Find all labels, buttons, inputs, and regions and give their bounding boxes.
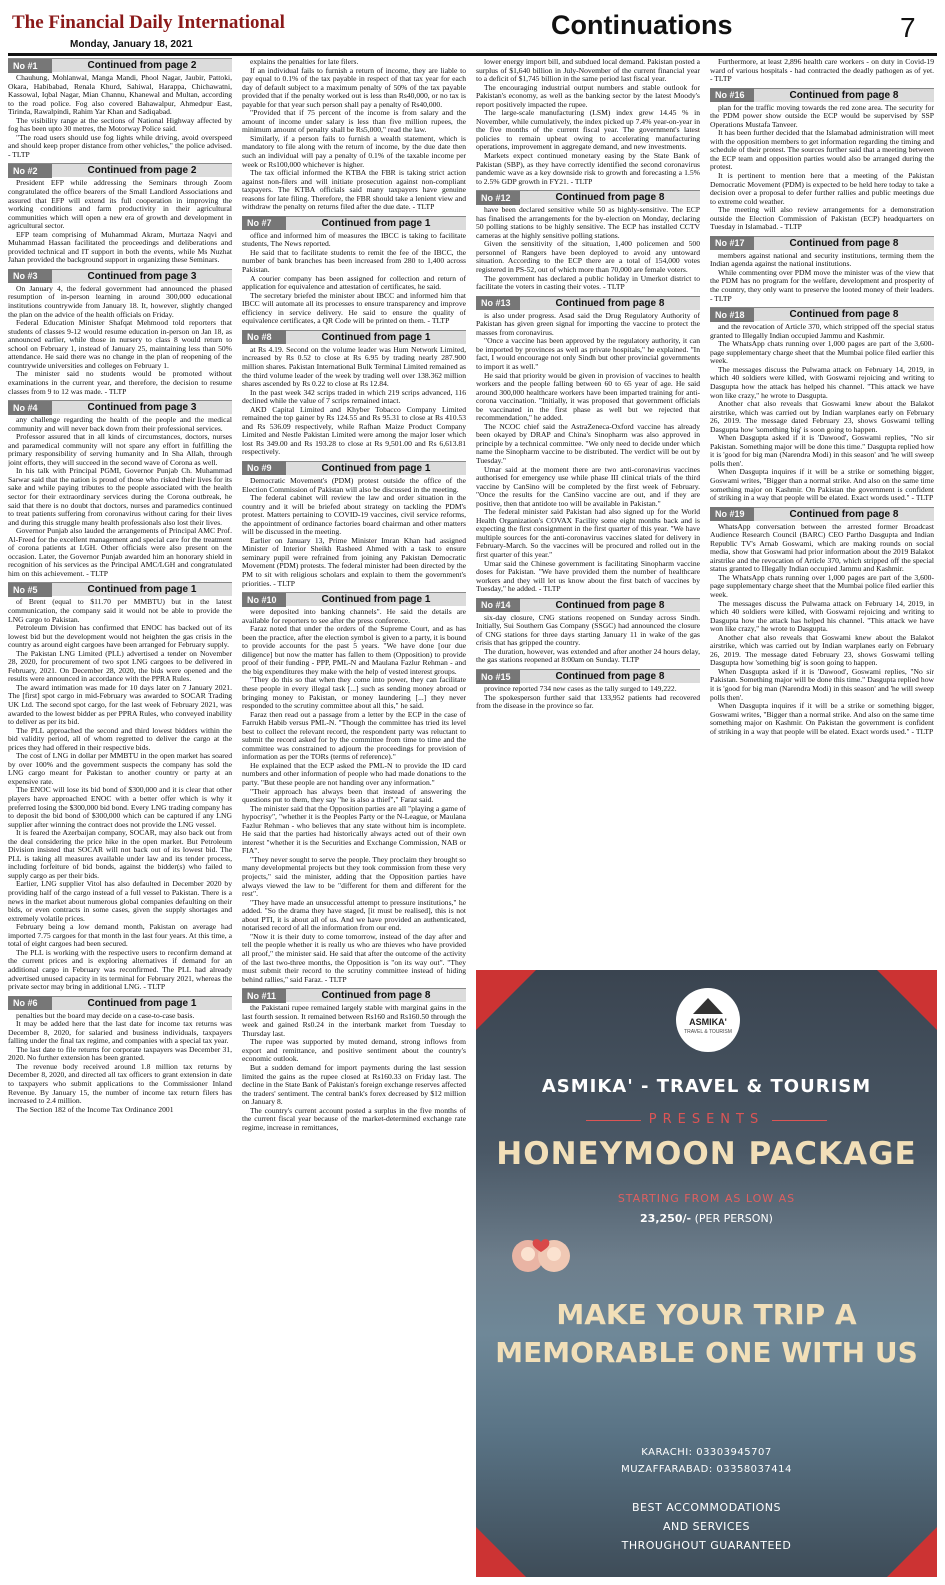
article-header [476,669,700,683]
paragraph: The WhatsApp chats running over 1,000 pages are part of the 3,600-page supplementary charge sheet that the Mumbai police filed earlier this week. [710,572,934,599]
article-body [242,58,466,212]
ad-presents: PRESENTS [648,1112,765,1127]
paragraph: The PLL approached the second and third lowest bidders within the bid validity period, all of whom regretted to deliver the cargo at the prices they had offered in their respective bids. [8,725,232,752]
paragraph: Earlier, LNG supplier Vitol has also defaulted in December 2020 by providing half of the cargo instead of a full vessel to Pakistan. There is a news in the market about numerous global companies defaulting on their bids, or even contracts in some cases, given the supply shortages and extremely volatile prices. [8,879,232,923]
couple-hearts-icon [506,1234,576,1278]
article-body [242,1004,466,1132]
article [710,507,934,737]
paragraph: It has been further decided that the Islamabad administration will meet with the opposition members to get information regarding the timing and schedule of their protest. The sources further said that a meeting between the ECP team and opposition parties would also be arranged during the protest. [710,128,934,172]
article-body [710,523,934,737]
paragraph: On January 4, the federal government had announced the phased resumption of in-person learning in around 300,000 educational institutions countrywide from January 18. It, however, slightly changed the plan on the advice of the health officials on Friday. [8,283,232,319]
issue-date: Monday, January 18, 2021 [70,39,193,50]
paragraph: The rupee was supported by muted demand, strong inflows from export and remittance, and positive sentiment about the country's economic outlook. [242,1037,466,1064]
continued-from-label: Continued from page 8 [789,89,899,101]
article [242,58,466,212]
ad-price-line [476,1212,937,1225]
paragraph: The last date to file returns for corporate taxpayers was December 31, 2020. No further extension has been granted. [8,1044,232,1063]
article-header [476,190,700,204]
ad-logo-tagline: TRAVEL & TOURISM [684,1029,732,1035]
paragraph: The visibility range at the sections of National Highway affected by fog has been upto 30 metres, the Motorway Police said. [8,115,232,134]
article-header [710,88,934,102]
page-number: 7 [900,12,916,43]
paragraph: In his talk with Principal PGMI, Governor Punjab Ch. Muhammad Sarwar said that the nation is proud of those who risked their lives for its sake and while paying tributes to the people associated with the health sector for their extraordinary services during the Corona outbreak, he said that there is no doubt that doctors, nurses and paramedics continued to treat patients suffering from coronavirus without caring for their lives and during this struggle many health professionals also lost their lives. [8,466,232,527]
paragraph: The secretary briefed the minister about IBCC and informed him that IBCC will automate all its processes to ensure transparency and improve efficiency in service delivery. He said to ensure the quality of equivalence certificates, a QR Code will be printed on them. - TLTP [242,290,466,326]
mountain-icon [693,998,723,1014]
paragraph: have been declared sensitive while 50 as highly-sensitive. The ECP has finalised the arrangements for the by-election on Monday, declaring 50 polling stations to be highly sensitive. The ECP has installed CCTV cameras at the highly sensitive polling stations. [476,205,700,240]
paragraph: Faraz then read out a passage from a letter by the ECP in the case of Farrukh Habib versus PML-N. "Though the committee has tried its level best to collect the relevant record, the respondent party was reluctant to submit the record asked for by the committee from time to time and the committee was constrained to adjourn the proceedings for provision of information as per the TORs (terms of reference)." [242,709,466,762]
ad-logo [676,988,740,1052]
paragraph: Earlier on January 13, Prime Minister Imran Khan had assigned Minister of Interior Sheikh Rasheed Ahmed with a task to ensure seminary pupil were refrained from joining any Pakistan Democratic Movement (PDM) protests. The federal minister had been directed by the PM to sit with religious scholars and explain to them the government's priorities. - TLTP [242,535,466,588]
article-header [8,163,232,177]
article-body [8,598,232,991]
continued-from-label: Continued from page 3 [87,270,197,282]
paragraph: "Once a vaccine has been approved by the regulatory authority, it can be imported by provinces as well as private hospitals," he explained. "In fact, I would encourage not only Sindh but other provincial governments to import it as well." [476,336,700,371]
paragraph: Petroleum Division has confirmed that ENOC has backed out of its lowest bid but the development would not heighten the gas crisis in the country as around eight cargoes have been arranged for February supply. [8,623,232,650]
article-body [8,285,232,396]
paragraph: penalties but the board may decide on a case-to-case basis. [16,1010,195,1020]
ad-slogan-line-1: MAKE YOUR TRIP A [556,1298,857,1331]
paragraph: the Pakistani rupee remained largely stable with marginal gains in the last fourth session. It remained between Rs160 and Rs160.50 through the week and gained Rs0.24 in the interbank market from Tuesday to Thursday last. [242,1003,466,1038]
continued-from-label: Continued from page 8 [555,297,665,309]
paragraph: A courier company has been assigned for collection and return of application for equivalence and attestation of certificates, he said. [242,273,466,292]
article-number: No #12 [476,191,520,205]
paragraph: The revenue body received around 1.8 million tax returns by December 8, 2020, and directed all tax officers to grant extension in date to taxpayers who submit applications to the Commissioner Inland Revenue. By January 15, the number of income tax return filers has increased to 2.4 million. [8,1061,232,1106]
article [476,296,700,594]
paragraph: is also under progress. Asad said the Drug Regulatory Authority of Pakistan has given green signal for importing the vaccine to protect the masses from coronavirus. [476,310,700,337]
ad-package-name: HONEYMOON PACKAGE [496,1136,917,1172]
paragraph: The minister said that the Opposition parties are all "playing a game of hypocrisy", "whether it is the Peoples Party or the N-League, or Maulana Fazlur Rehman - who believes that any state without him is incomplete. He said that the parties had historically always acted out of their own interest "whether it is the Securities and Exchange Commission, NAB or FIA". [242,803,466,856]
article-header [8,58,232,72]
paragraph: Another chat also reveals that Goswami knew about the Balakot airstrike, which was carried out by Indian warplanes early on February 26, 2019. The message dated February 23, shows Goswami telling Dasgupta how 'something big' is soon going to happen. [710,399,934,434]
article-header [8,996,232,1010]
paragraph: "They do this so that when they come into power, they can facilitate these people in every illegal task [...] such as sending money abroad or bringing money to Pakistan, or money laundering [...] they never responded to the scrutiny committee about all this," he said. [242,675,466,711]
paragraph: The meeting will also review arrangements for a demonstration outside the Election Commission of Pakistan (ECP) headquarters on Tuesday in Islamabad. - TLTP [710,205,934,232]
paragraph: "Now it is their duty to come tomorrow, instead of the day after and tell the people whether it is really us who are thieves who have provided all proof," the minister said. He said that after the outcome of the activity of the last two-three months, the Opposition is "on its way out". "They must submit their record to the scrutiny committee instead of hiding behind rallies," said Faraz. - TLTP [242,931,466,984]
paragraph: Faraz noted that under the orders of the Supreme Court, and as has been the practice, after the election symbol is given to a party, it is bound to provide accounts for the past 5 years. "We have done [our due diligence] but now the matter has fallen to them (Opposition) to provide proof of their funding - PPP, PML-N and Maulana Fazlur Rehman - and the big expenditures they make with the help of vested interest groups. [242,624,466,676]
article-body [242,477,466,588]
ad-footer-line-1: BEST ACCOMMODATIONS [632,1501,781,1514]
paragraph: The Pakistan LNG Limited (PLL) advertised a tender on November 28, 2020, for procurement of two spot LNG cargoes to be delivered in February, 2021. On December 28, 2020, the bids were opened and the results were announced in accordance with the PPRA Rules. [8,648,232,684]
continued-from-label: Continued from page 3 [87,402,197,414]
ad-corner-decoration [476,970,536,1030]
ad-corner-decoration [877,970,937,1030]
paragraph: AKD Capital Limited and Khyber Tobacco Company Limited remained the top gainer by Rs 124.55 and Rs 95.31 to close at Rs 410.53 and Rs 536.09 respectively, while Rafhan Maize Product Company Limited and Nestle Pakistan Limited were among the major loser which lost Rs 349.00 and Rs 193.28 to close at Rs 9,501.00 and Rs 6,613.81 respectively. [242,404,466,457]
paragraph: any challenge regarding the health of the people and the medical community and will never back down from their professional services. [8,415,232,433]
paragraph: at Rs 4.19. Second on the volume leader was Hum Network Limited, increased by Rs 0.52 to close at Rs 6.95 by trading nearly 287.900 million shares. Pakistan International Bulk Terminal Limited remained as the third volume leader of the week by trading well over 138.362 million shares ascended by Rs 0.22 to close at Rs 12.84. [242,344,466,389]
article-header [8,269,232,283]
section-title: Continuations [551,10,733,40]
paragraph: Democratic Movement's (PDM) protest outside the office of the Election Commission of Pakistan will also be discussed in the meeting. [242,475,466,494]
paragraph: The cost of LNG in dollar per MMBTU in the open market has soared by over 100% and the government suspects the company has sold the LNG cargo meant for Pakistan to another country or party at an expensive rate. [8,751,232,786]
continued-from-label: Continued from page 1 [87,584,197,596]
ad-footer-line-2: AND SERVICES [662,1520,751,1533]
article-header [710,507,934,521]
paragraph: "They never sought to serve the people. They proclaim they brought so many developmental projects but they took commission from these very projects," said the minister, adding that the Opposition parties have always viewed the law to be "different for them and different for the rest". [242,854,466,899]
article-header [242,592,466,606]
paragraph: The federal minister said Pakistan had also signed up for the World Health Organization's COVAX Facility some eight months back and is expecting the first consignment in the first quarter of this year. "We have multiple sources for the anti-coronavirus vaccines slated for delivery in February-March. So the vaccines will be procured and rolled out in the first quarter of this year." [476,507,700,559]
continued-from-label: Continued from page 8 [555,671,665,682]
article-body [476,206,700,291]
paragraph: The ENOC will lose its bid bond of $300,000 and it is clear that other players have approached ENOC with a better offer which is why it preferred losing the $300,000 bid bond. Every LNG trading company has to deposit the bid bond of $300,000 which can be captured if any LNG supplier after winning the contract does not provide the LNG vessel. [8,785,232,829]
ad-company-title: ASMIKA' - TRAVEL & TOURISM [541,1076,872,1097]
column-4 [710,58,934,740]
paragraph: The duration, however, was extended and after another 24 hours delay, the gas stations reopened at 8:00am on Sunday. TLTP [476,646,700,665]
paragraph: The NCOC chief said the AstraZeneca-Oxford vaccine has already been okayed by DRAP and China's Sinopharm was also approved in principle by a technical committee. "We only need to decide under which name the Sinopharm vaccine to be distributed. The verdict will be out by Tuesday." [476,421,700,465]
ad-slogan-line-2: MEMORABLE ONE WITH US [495,1336,918,1369]
paragraph: Similarly, if a person fails to furnish a wealth statement, which is mandatory to file along with the return of income, by the due date then such an individual will pay a penalty of 0.1% of the taxable income per week or Rs100,000 whichever is higher. [242,133,466,169]
paragraph: The PLL is working with the respective users to reconfirm demand at the current prices and is exploring alternatives if demand for an additional cargo in February was reconfirmed. The PLL had already advertised unused capacity in its terminal for February 2021, whereas the private sector may bring in additional LNG. - TLTP [8,947,232,992]
paragraph: "The road users should use fog lights while driving, avoid overspeed and should keep proper distance from other vehicles," the police advised. - TLTP [8,132,232,159]
continued-from-label: Continued from page 1 [87,997,197,1009]
paragraph: The encouraging industrial output numbers and stable outlook for Pakistan's economy, as well as the banking sector by the latest Moody's report positively impacted the rupee. [476,82,700,109]
article [8,582,232,991]
article [710,236,934,303]
article [710,88,934,232]
article-body [242,232,466,326]
article-body [8,1012,232,1115]
article-header [710,236,934,250]
article-number: No #13 [476,296,520,310]
continued-from-label: Continued from page 8 [789,508,899,520]
article-body [8,179,232,264]
masthead [8,4,937,54]
article-number: No #1 [8,59,52,73]
article [242,592,466,984]
ad-contact-karachi: KARACHI: 03303945707 [641,1447,772,1458]
article-header [8,400,232,414]
paragraph: The large-scale manufacturing (LSM) index grew 14.45 % in November, while cumulatively, the index picked up 7.4% year-on-year in the five months of the current fiscal year. The government's latest policies to remain upbeat owing to accelerating manufacturing operations, improvement in aggregate demand, and new investments. [476,108,700,152]
article-body [8,74,232,159]
article-body [710,252,934,303]
paragraph: The tax official informed the KTBA the FBR is taking strict action against non-filers and will initiate prosecution against non-compliant taxpayers. The KTBA officials said many taxpayers have genuine reasons for late filing. Therefore, the FBR should take a lenient view and withdraw the penalty on returns filed after the due date. - TLTP [242,168,466,212]
article [8,400,232,578]
article-body [242,346,466,457]
article-header [476,598,700,612]
paragraph: six-day closure, CNG stations reopened on Sunday across Sindh. Initially, Sui Southern Gas Company (SSGC) had announced the closure of CNG stations for three days starting January 11 in wake of the gas crisis that has gripped the country. [476,612,700,648]
article [8,269,232,396]
continued-from-label: Continued from page 2 [87,165,197,177]
article-number: No #8 [242,330,286,344]
paragraph: President EFP while addressing the Seminars through Zoom congratulated the office bearers of the Small Landlord Associations and assured that EFP will extend its full cooperation in improving the working conditions and farm productivity in their agricultural communities which will open a new era of growth and development in agricultural sector. [8,178,232,231]
article-body [476,685,700,711]
paper-name: The Financial Daily International [12,12,285,33]
paragraph: Markets expect continued monetary easing by the State Bank of Pakistan (SBP), as they have correctly identified the second coronavirus pandemic wave as a key downside risk to growth and forecasting a 1.5% to 2.5% GDP growth in FY21. - TLTP [476,151,700,186]
paragraph: Another chat also reveals that Goswami knew about the Balakot airstrike, which was carried out by Indian warplanes early on February 26, 2019. The message dated February 23, shows Goswami telling Dasgupta how 'something big' is soon going to happen. [710,632,934,668]
paragraph: The messages discuss the Pulwama attack on February 14, 2019, in which 40 soldiers were killed, with Goswami rejoicing and writing to Dasgupta how the attack has helped his channel. "This attack we have won like crazy," he wrote to Dasgupta. [710,598,934,634]
paragraph: members against national and security institutions, terming them the Indian agenda against the national institutions. [710,250,934,269]
article-body [476,614,700,665]
paragraph: It may be added here that the last date for income tax returns was December 8, 2020, for salaried and business individuals, taxpayers falling under the final tax regime, and companies with a special tax year. [8,1019,232,1046]
article [476,190,700,291]
paragraph: If an individual fails to furnish a return of income, they are liable to pay equal to 0.1% of the tax payable in respect of that tax year for each day of default subject to a maximum penalty of 50% of the tax payable provided that if the penalty worked out is less than Rs40,000, or no tax is payable for that year such person shall pay a penalty of Rs40,000. [242,65,466,109]
article-number: No #11 [242,989,286,1003]
ad-contacts [476,1444,937,1478]
article [476,598,700,665]
paragraph: The Section 182 of the Income Tax Ordinance 2001 [16,1104,174,1114]
article-header [242,988,466,1002]
paragraph: The spokesperson further said that 133,952 patients had recovered from the disease in the province so far. [476,692,700,711]
paragraph: It is pertinent to mention here that a meeting of the Pakistan Democratic Movement (PDM) is expected to be held here today to take a decision over a proposal to defer further rallies and public meetings due to extreme cold weather. [710,171,934,206]
column-1 [8,58,232,1118]
article-body [710,323,934,502]
article [242,330,466,457]
article-header [8,582,232,596]
paragraph: He explained that the ECP asked the PML-N to provide the ID card numbers and other information of people who had made donations to the party. "But these people are not handing over any information." [242,760,466,788]
paragraph: and the revocation of Article 370, which stripped off the special status granted to Illegally Indian occupied Jammu and Kashmir. [710,322,934,340]
paragraph: "They have made an unsuccessful attempt to pressure institutions," he added. "So the drama they have staged, [it must be realised], this is not about PTI, it is about all of us. And we have provided an authenticated, notarised record of all the information from our end. [242,897,466,933]
travel-advertisement [476,970,937,1577]
article-body [710,58,934,84]
paragraph: It is feared the Azerbaijan company, SOCAR, may also back out from the deal considering the price hike in the open market. But Petroleum Division insisted that SOCAR will not back out of its lowest bid. The PLL is taking all measures available under law and its tender process, including forfeiture of bid bonds, against the bidder(s) who failed to supply cargo as per their bids. [8,828,232,880]
article-number: No #10 [242,593,286,607]
continued-from-label: Continued from page 1 [321,331,431,343]
continued-from-label: Continued from page 1 [321,462,431,474]
ad-logo-brand: ASMIKA' [689,1017,727,1027]
paragraph: Chauhung, Mohlanwal, Manga Mandi, Phool Nagar, Jaubir, Pattoki, Okara, Habibabad, Renala Khurd, Sahiwal, Harappa, Chichawatni, Kassowal, Iqbal Nagar, Mian Channu, Khanewal and Multan, according to the road police. Fog also covered Bahawalpur, Ahmedpur East, Tirinda, Rawalpindi, Rahim Yar Khan and Sadiqabad. [8,73,232,117]
paragraph: lower energy import bill, and subdued local demand. Pakistan posted a surplus of $1,640 billion in July-November of the current financial year to a deficit of $1,745 billion in the same period last fiscal year. [476,58,700,84]
ad-slogan [476,1296,937,1372]
paragraph: Umar said at the moment there are two anti-coronavirus vaccines authorised for emergency use while phase III clinical trials of the third vaccine by CanSino will be completed by the first week of February. "Once the results for the CanSino vaccine are out, and if they are positive, then that antidote too will be available in Pakistan." [476,464,700,508]
paragraph: The country's current account posted a surplus in the five months of the current fiscal year because of the market-determined exchange rate regime, increase in remittances, [242,1105,466,1132]
article-body [476,312,700,594]
article [476,58,700,186]
article [8,58,232,159]
article-number: No #19 [710,507,754,521]
paragraph: province reported 734 new cases as the tally surged to 149,222. [484,684,677,693]
article [710,58,934,84]
article-number: No #3 [8,269,52,283]
paragraph: The government has declared a public holiday in Umerkot district to facilitate the voters in casting their votes. - TLTP [476,273,700,292]
paragraph: office and informed him of measures the IBCC is taking to facilitate students, The News reported. [242,230,466,249]
column-2 [242,58,466,1136]
article-header [242,330,466,344]
article-body [242,608,466,984]
ad-starting-from: STARTING FROM AS LOW AS [617,1192,796,1205]
paragraph: EFP team comprising of Muhammad Akram, Murtaza Naqvi and Muhammad Hassan facilitated the proceedings and deliberations and provided technical and IT support in both the events, while Ms Nuzhat Jahan provided the background support in organizing these Seminars. [8,229,232,265]
article-header [242,461,466,475]
paragraph: February being a low demand month, Pakistan on average had imported 7.75 cargoes for that month in the last four years. At this time, a total of eight cargoes had been secured. [8,922,232,949]
continued-from-label: Continued from page 2 [87,60,197,71]
paragraph: "Their approach has always been that instead of answering the questions put to them, they say "he is also a thief"," Faraz said. [242,786,466,805]
ad-contact-muzaffarabad: MUZAFFARABAD: 03358037414 [621,1464,792,1475]
article [8,163,232,264]
article-number: No #7 [242,216,286,230]
column-3 [476,58,700,715]
paragraph: In the past week 342 scrips traded in which 219 scrips advanced, 116 declined while the value of 7 scrips remained intact. [242,387,466,406]
article [242,461,466,588]
paragraph: When Dasgupta asked if it is 'Dawood', Goswami replies, "No sir Pakistan. Something major will be done this time." Dasgupta replied how it is 'good for big man (Narendra Modi) in this season' and 'he will sweep polls then'. [710,433,934,468]
ad-footer-line-3: THROUGHOUT GUARANTEED [621,1539,792,1552]
paragraph: Furthermore, at least 2,896 health care workers - on duty in Covid-19 ward of various hospitals - had contracted the deadly pathogen as of yet. - TLTP [710,58,934,84]
article-header [242,216,466,230]
article [710,307,934,502]
continued-from-label: Continued from page 8 [789,237,899,249]
article-body [476,58,700,186]
article-number: No #16 [710,88,754,102]
article-number: No #6 [8,996,52,1010]
continued-from-label: Continued from page 8 [321,990,431,1002]
paragraph: The messages discuss the Pulwama attack on February 14, 2019, in which 40 soldiers were killed, with Goswami rejoicing and writing to Dasgupta how the attack has helped his channel. "This attack we have won like crazy," he wrote to Dasgupta. [710,364,934,400]
article-number: No #17 [710,236,754,250]
paragraph: were deposited into banking channels". He said the details are available for reporters to see after the press conference. [242,607,466,625]
article-number: No #5 [8,583,52,597]
article-body [710,104,934,232]
paragraph: When Dasgupta inquires if it will be a strike or something bigger, Goswami writes, "Bigger than a normal strike. And also on the same time something major on Kashmir. On Pakistan the government is confident of striking in a way that people will be elated. Exact words used." - TLTP [710,467,934,503]
masthead-rule [8,53,937,56]
paragraph: Federal Education Minister Shafqat Mehmood told reporters that students of classes 9-12 would resume education in-person on Jan 18, as announced earlier, while those in nursery to class 8 would return to school on February 1, instead of January 25, maintaining less than 50% attendance. He said there was no change in the plan of reopening of the countrywide universities and colleges on February 1. [8,318,232,370]
article-number: No #18 [710,308,754,322]
continued-from-label: Continued from page 1 [321,594,431,606]
paragraph: But a sudden demand for import payments during the last session limited the gains as the rupee closed at Rs160.33 on Friday last. The decline in the State Bank of Pakistan's foreign exchange reserves affected the traders' sentiment. The central bank's forex decreased by $12 million on January 8. [242,1062,466,1107]
paragraph: While commenting over PDM move the minister was of the view that the PDM has no program for the welfare, development and prosperity of the country, they only want to preserve the looted money of their leaders. - TLTP [710,267,934,303]
article [8,996,232,1115]
article [242,988,466,1132]
paragraph: Given the sensitivity of the situation, 1,400 policemen and 500 personnel of Rangers have been deployed to avoid any untoward situation. According to the ECP there are a total of 154,000 votes registered in PS-52, out of which more than 70,000 are female voters. [476,239,700,275]
article-header [710,307,934,321]
article-number: No #9 [242,461,286,475]
paragraph: of Brent (equal to $11.70 per MMBTU) but in the latest communication, the company said it would not be able to provide the LNG cargo to Pakistan. [8,597,232,624]
paragraph: The WhatsApp chats running over 1,000 pages are part of the 3,600-page supplementary charge sheet that the Mumbai police filed earlier this week. [710,339,934,366]
paragraph: plan for the traffic moving towards the red zone area. The security for the PDM power show outside the ECP would be supervised by SSP Operations Mustafa Tanveer. [710,102,934,129]
article-header [476,296,700,310]
paragraph: The federal cabinet will review the law and order situation in the country and it will be briefed about strategy on tackling the PDM's protest. Matters pertaining to COVID-19 vaccines, civil service reforms, the appointment of ordinance factories board chairman and other matters will be discussed in the meeting. [242,493,466,537]
ad-divider [772,1120,827,1121]
continued-from-label: Continued from page 8 [555,599,665,611]
paragraph: He said that to facilitate students to remit the fee of the IBCC, the number of bank branches has been increased from 280 to 1,400 across Pakistan. [242,247,466,275]
paragraph: "Provided that if 75 percent of the income is from salary and the amount of income under salary is less than five million rupees, the minimum amount of penalty shall be Rs5,000," read the law. [242,108,466,135]
article-body [8,416,232,578]
article [476,669,700,711]
paragraph: Professor assured that in all kinds of circumstances, doctors, nurses and paramedical community will not spare any effort in fulfilling the primary responsibility of serving humanity and In Sha Allah, through joint efforts, they will succeed in the second wave of Corona as well. [8,432,232,467]
continued-from-label: Continued from page 8 [789,309,899,321]
paragraph: The award intimation was made for 10 days later on 7 January 2021. The [first] spot cargo in mid-February was awarded to SOCAR Trading UK Ltd. The second spot cargo, for the last week of February 2021, was awarded to the lowest bidder as per PPRA Rules, who conveyed inability to deliver as per its bid. [8,682,232,727]
paragraph: When Dasgupta asked if it is 'Dawood', Goswami replies, "No sir Pakistan. Something major will be done this time." Dasgupta replied how it is 'good for big man (Narendra Modi) in this season' and 'he will sweep polls then'. [710,666,934,702]
article-number: No #4 [8,401,52,415]
paragraph: explains the penalties for late filers. [250,58,359,66]
ad-price: 23,250/- [640,1212,692,1225]
paragraph: WhatsApp conversation between the arrested former Broadcast Audience Research Council (BARC) CEO Partho Dasgupta and Indian Republic TV's Arnab Goswami, which are making rounds on social media, show that Goswami had prior information about the 2019 Balakot airstrike and the revocation of Article 370, which stripped off the special status granted to Illegally Indian occupied Jammu and Kashmir. [710,521,934,574]
article [242,216,466,326]
article-number: No #14 [476,598,520,612]
paragraph: Governor Punjab also lauded the arrangements of Principal AMC Prof. Al-Freed for the excellent management and special care for the treatment of corona patients at LGH. Other officials were also present on the occasion. Later, the Governor Punjab awarded him an honorary shield in recognition of his services as the Principal AMC/LGH and congratulated him on this achievement. - TLTP [8,526,232,578]
article-number: No #2 [8,164,52,178]
paragraph: When Dasgupta inquires if it will be a strike or something bigger, Goswami writes, "Bigger than a normal strike. And also on the same time something major on Kashmir. On Pakistan the government is confident of striking in a way that people will be elated. Exact words used." - TLTP [710,701,934,736]
paragraph: Umar said the Chinese government is facilitating Sinopharm vaccine doses for Pakistan. "We have provided them the number of healthcare workers and they will let us know about the first batch of vaccines by Tuesday," he added. - TLTP [476,558,700,594]
article-number: No #15 [476,670,520,684]
paragraph: The minister said no students would be promoted without examinations in the current year, and therefore, the decision to resume classes from 9 to 12 was made. - TLTP [8,369,232,396]
continued-from-label: Continued from page 8 [555,192,665,204]
ad-footer [476,1498,937,1555]
paragraph: He said that priority would be given in provision of vaccines to health workers and the people falling between 60 to 65 year of age. He said around 300,000 healthcare workers have been imparted training for anti-corona vaccination. "Initially, it was proposed that government officials be vaccinated in the first phase as well but we rejected that recommendation," he added. [476,370,700,423]
ad-per-person: (PER PERSON) [694,1212,773,1225]
continued-from-label: Continued from page 1 [321,217,431,229]
